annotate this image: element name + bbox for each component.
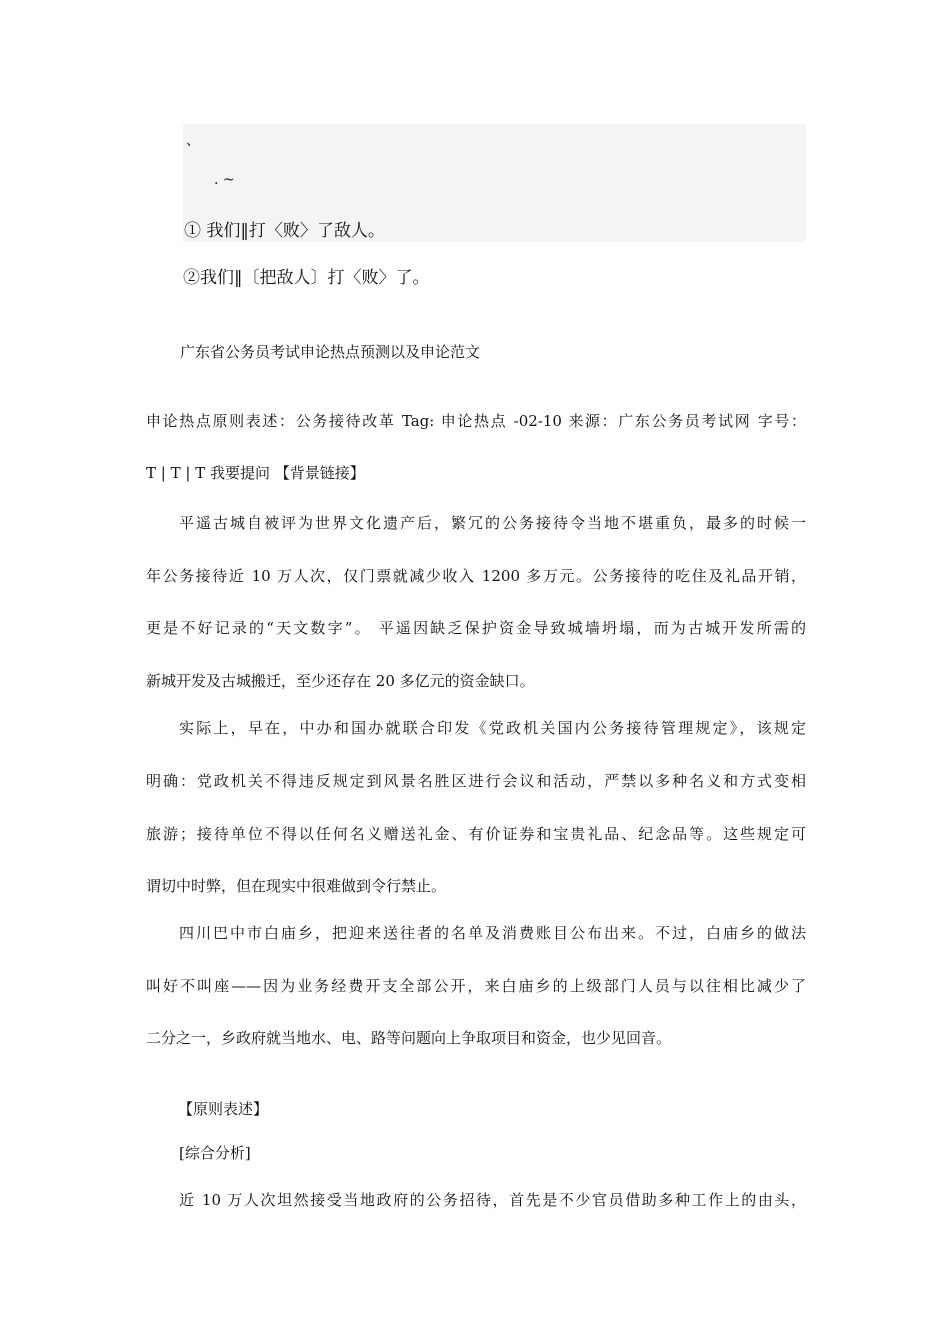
paragraph-3-line-3: 二分之一，乡政府就当地水、电、路等问题向上争取项目和资金，也少见回音。 — [146, 1029, 672, 1047]
meta-line-2: T | T | T 我要提问 【背景链接】 — [146, 464, 365, 482]
section-subheading: [综合分析] — [179, 1144, 251, 1162]
paragraph-1-line-2: 年公务接待近 10 万人次，仅门票就减少收入 1200 多万元。公务接待的吃住及礼品开销， — [146, 567, 806, 585]
paragraph-2-line-4: 谓切中时弊，但在现实中很难做到令行禁止。 — [146, 877, 447, 895]
paragraph-2-line-2: 明确：党政机关不得违反规定到风景名胜区进行会议和活动，严禁以多种名义和方式变相 — [146, 772, 806, 790]
paragraph-3-line-1: 四川巴中市白庙乡，把迎来送往者的名单及消费账目公布出来。不过，白庙乡的做法 — [179, 924, 806, 942]
example-mark-1: 、 — [186, 133, 200, 149]
meta-line-1: 申论热点原则表述：公务接待改革 Tag: 申论热点 -02-10 来源：广东公务员考试网 字号： — [146, 412, 806, 430]
paragraph-1-line-4: 新城开发及古城搬迁，至少还存在 20 多亿元的资金缺口。 — [146, 672, 535, 690]
paragraph-3-line-2: 叫好不叫座——因为业务经费开支全部公开，来白庙乡的上级部门人员与以往相比减少了 — [146, 977, 806, 995]
paragraph-1-line-3: 更是不好记录的“天文数字”。 平遥因缺乏保护资金导致城墙坍塌，而为古城开发所需的 — [146, 619, 806, 637]
example-sentence-2: ②我们‖〔把敌人〕打〈败〉了。 — [183, 268, 430, 288]
section-heading: 【原则表述】 — [178, 1100, 269, 1118]
paragraph-1-line-1: 平遥古城自被评为世界文化遗产后，繁冗的公务接待令当地不堪重负，最多的时候一 — [179, 514, 806, 532]
section-first-line: 近 10 万人次坦然接受当地政府的公务招待，首先是不少官员借助多种工作上的由头， — [179, 1191, 806, 1209]
example-sentence-1: ① 我们‖打〈败〉了敌人。 — [184, 221, 385, 241]
paragraph-2-line-1: 实际上，早在，中办和国办就联合印发《党政机关国内公务接待管理规定》，该规定 — [179, 719, 806, 737]
paragraph-2-line-3: 旅游；接待单位不得以任何名义赠送礼金、有价证券和宝贵礼品、纪念品等。这些规定可 — [146, 825, 806, 843]
example-mark-2: . ~ — [214, 172, 235, 188]
document-title: 广东省公务员考试申论热点预测以及申论范文 — [180, 343, 481, 361]
